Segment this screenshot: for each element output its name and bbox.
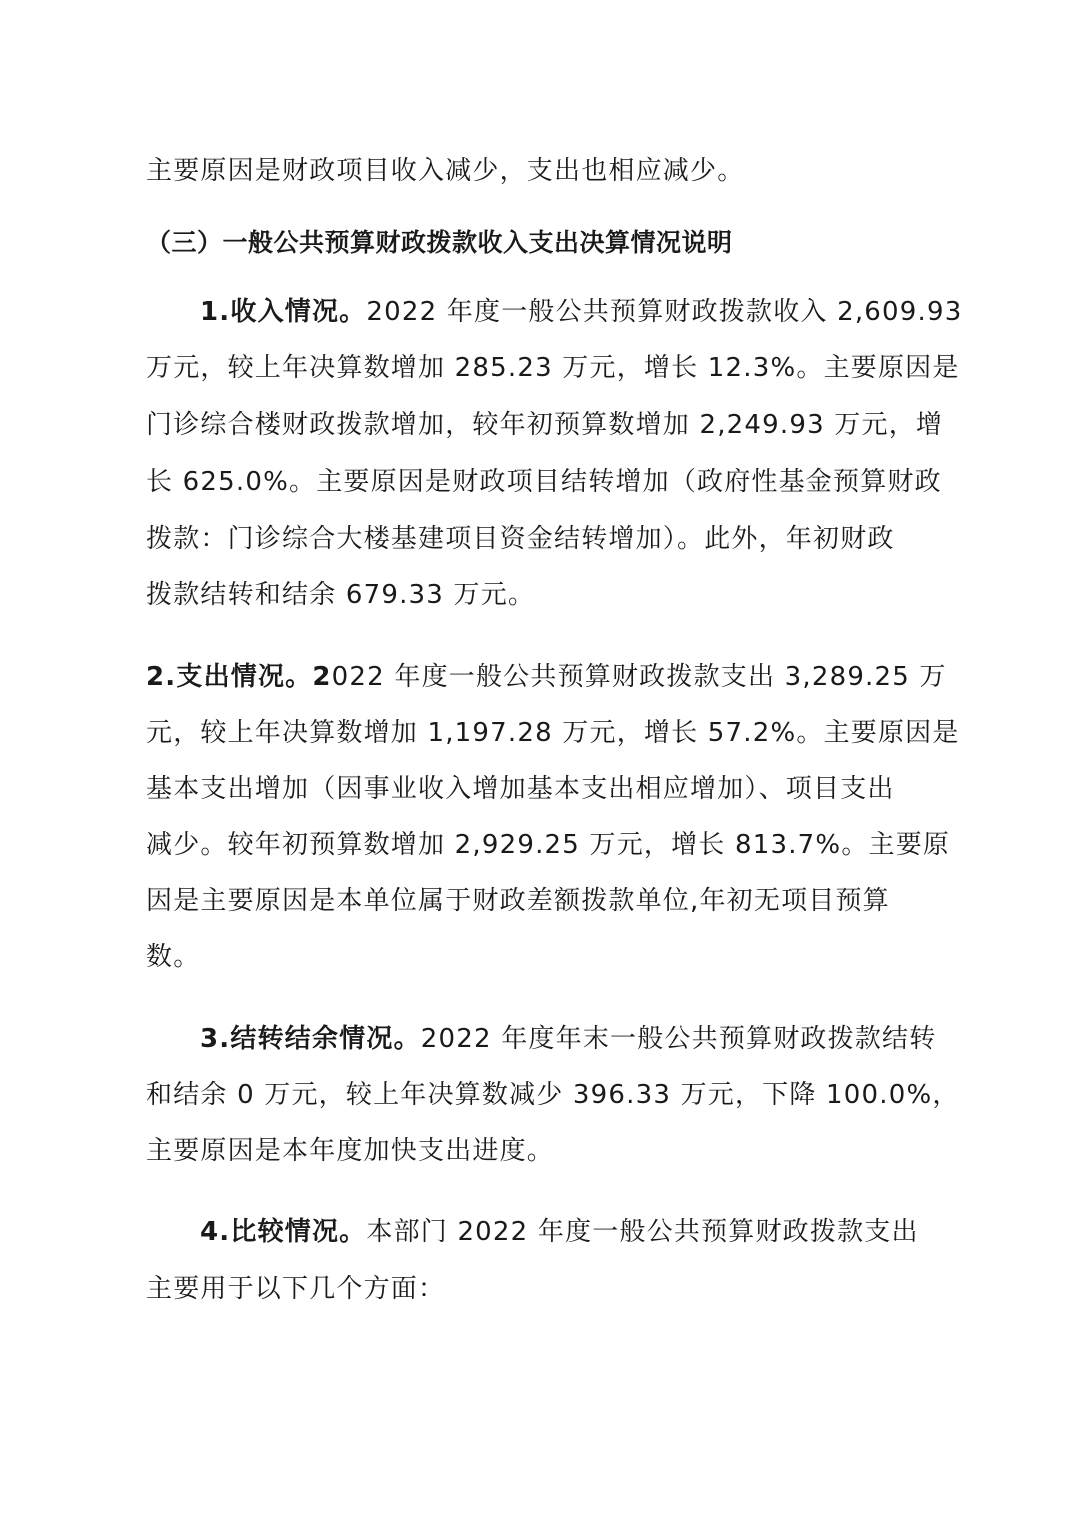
income-paragraph-line-6: 拨款结转和结余 679.33 万元。 [146,580,536,610]
income-paragraph-line-3: 门诊综合楼财政拨款增加，较年初预算数增加 2,249.93 万元，增 [146,410,944,440]
expense-paragraph-line-5: 因是主要原因是本单位属于财政差额拨款单位,年初无项目预算 [146,886,890,916]
carryover-paragraph-line-1 [200,1022,936,1056]
carryover-lead: 3.结转结余情况。 [200,1024,421,1054]
comparison-lead: 4.比较情况。 [200,1217,367,1247]
expense-line-1-text: 022 年度一般公共预算财政拨款支出 3,289.25 万 [331,662,947,692]
income-paragraph-line-4: 长 625.0%。主要原因是财政项目结转增加（政府性基金预算财政 [146,467,942,497]
expense-paragraph-line-4: 减少。较年初预算数增加 2,929.25 万元，增长 813.7%。主要原 [146,830,951,860]
comparison-paragraph-line-2: 主要用于以下几个方面： [146,1274,446,1304]
comparison-paragraph-line-1 [200,1215,919,1249]
expense-paragraph-line-3: 基本支出增加（因事业收入增加基本支出相应增加）、项目支出 [146,774,895,804]
income-lead: 1.收入情况。 [200,297,367,327]
expense-lead: 2.支出情况。2 [146,662,332,692]
comparison-line-1-text: 本部门 2022 年度一般公共预算财政拨款支出 [366,1217,919,1247]
intro-line: 主要原因是财政项目收入减少，支出也相应减少。 [146,156,745,186]
income-paragraph-line-1 [200,295,962,329]
carryover-line-1-text: 2022 年度年末一般公共预算财政拨款结转 [420,1024,937,1054]
expense-paragraph-line-1 [146,660,947,694]
section-heading: （三）一般公共预算财政拨款收入支出决算情况说明 [146,228,733,257]
income-paragraph-line-2: 万元，较上年决算数增加 285.23 万元，增长 12.3%。主要原因是 [146,353,960,383]
income-line-1-text: 2022 年度一般公共预算财政拨款收入 2,609.93 [366,297,963,327]
income-paragraph-line-5: 拨款：门诊综合大楼基建项目资金结转增加）。此外，年初财政 [146,524,895,554]
carryover-paragraph-line-2: 和结余 0 万元，较上年决算数减少 396.33 万元，下降 100.0%， [146,1080,960,1110]
expense-paragraph-line-2: 元，较上年决算数增加 1,197.28 万元，增长 57.2%。主要原因是 [146,718,960,748]
carryover-paragraph-line-3: 主要原因是本年度加快支出进度。 [146,1136,555,1166]
expense-paragraph-line-6: 数。 [146,942,201,972]
